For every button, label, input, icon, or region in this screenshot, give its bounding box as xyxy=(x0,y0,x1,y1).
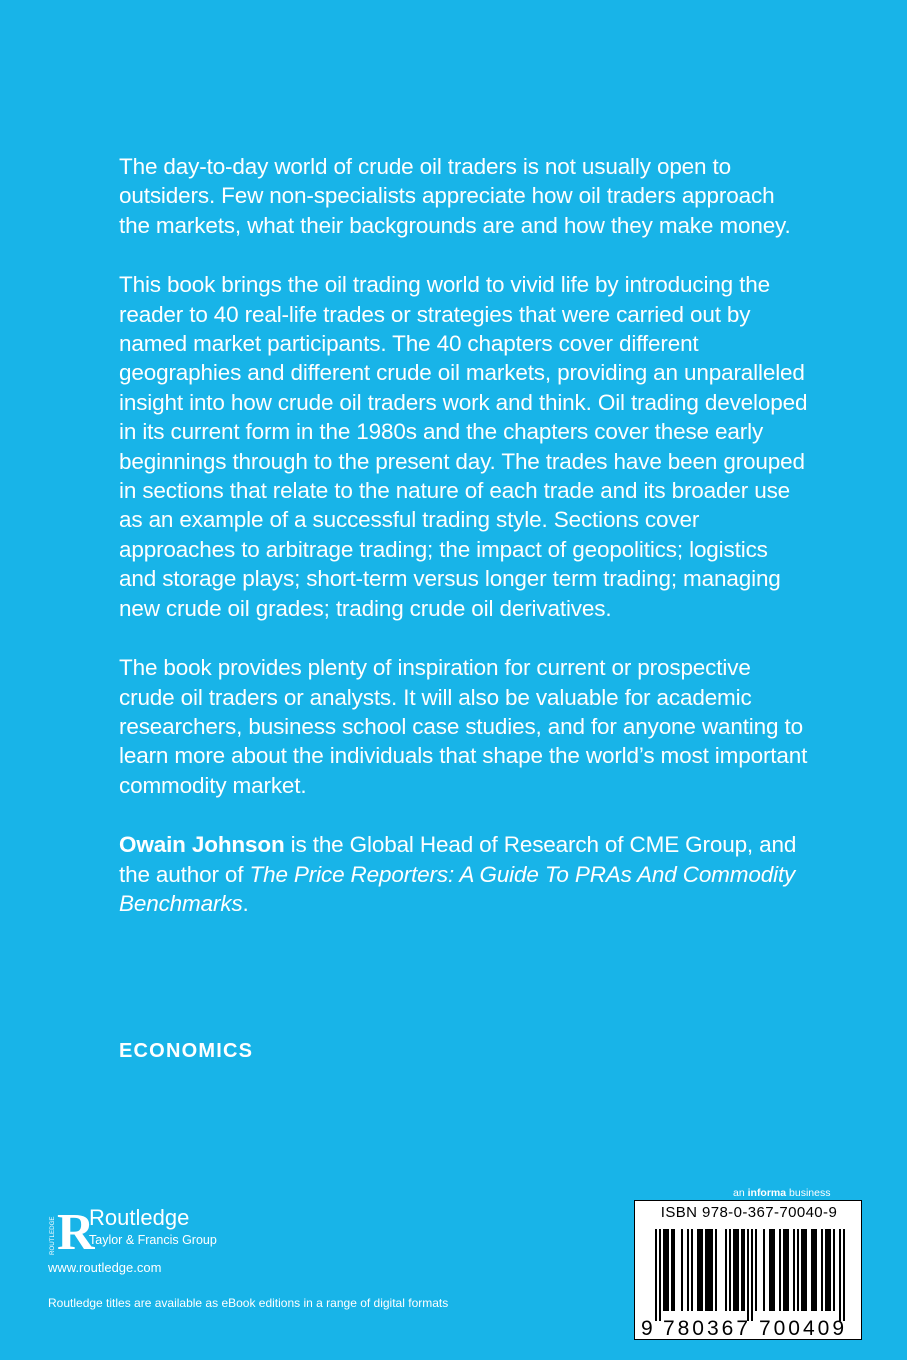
informa-brand: informa xyxy=(747,1187,787,1199)
barcode-bar xyxy=(751,1229,753,1321)
barcode-bar xyxy=(665,1229,667,1311)
barcode-bar xyxy=(821,1229,823,1311)
isbn-label: ISBN 978-0-367-70040-9 xyxy=(660,1204,838,1221)
barcode-bar xyxy=(747,1229,749,1321)
description-paragraph-1: The day-to-day world of crude oil traders is not usually open to outsiders. Few non-specialists appreciate how oil traders approach the markets, what their backgrounds are and how they make money. xyxy=(119,154,791,238)
barcode-bar xyxy=(805,1229,807,1311)
barcode-bar xyxy=(729,1229,731,1311)
barcode-bar xyxy=(785,1229,787,1311)
informa-suffix: business xyxy=(786,1187,831,1199)
barcode-bar xyxy=(833,1229,835,1311)
author-bio xyxy=(119,830,809,918)
barcode-digit-lead: 9 xyxy=(641,1317,653,1340)
publisher-url[interactable]: www.routledge.com xyxy=(48,1260,162,1275)
author-previous-book-title: The Price Reporters: A Guide To PRAs And Commodity Benchmarks xyxy=(119,861,796,916)
description-paragraph-3: The book provides plenty of inspiration for current or prospective crude oil traders or analysts. It will also be valuable for academic researchers, business school case studies, and for anyone wanting to learn more about the individuals that shape the world’s most important commodity market. xyxy=(119,655,808,798)
barcode-bar xyxy=(691,1229,693,1311)
barcode-bar xyxy=(741,1229,743,1311)
barcode-bar xyxy=(763,1229,765,1311)
barcode-bar xyxy=(783,1229,785,1311)
description-paragraph-2: This book brings the oil trading world to vivid life by introducing the reader to 40 real-life trades or strategies that were carried out by named market participants. The 40 chapters cover different geographies and different crude oil markets, providing an unparalleled insight into how crude oil traders work and think. Oil trading developed in its current form in the 1980s and the chapters cover these early beginnings through to the present day. The trades have been grouped in sections that relate to the nature of each trade and its broader use as an example of a successful trading style. Sections cover approaches to arbitrage trading; the impact of geopolitics; logistics and storage plays; short-term versus longer term trading; managing new crude oil grades; trading crude oil derivatives. xyxy=(119,272,808,621)
isbn-barcode-box xyxy=(634,1200,862,1340)
barcode-bar xyxy=(733,1229,735,1311)
barcode-bar xyxy=(671,1229,673,1311)
barcode-bar xyxy=(793,1229,795,1311)
ebook-availability-note: Routledge titles are available as eBook editions in a range of digital formats xyxy=(48,1296,449,1310)
barcode-bar xyxy=(803,1229,805,1311)
barcode-bar xyxy=(725,1229,727,1311)
author-bio-text: is the Global Head of Research of CME Group, and the author of xyxy=(119,832,797,887)
publisher-name: Routledge xyxy=(89,1205,190,1230)
barcode-bar xyxy=(667,1229,669,1311)
barcode-digits-right: 700409 xyxy=(758,1317,848,1340)
barcode-bar xyxy=(825,1229,827,1311)
author-name: Owain Johnson xyxy=(119,832,285,858)
barcode-bar xyxy=(659,1229,661,1321)
barcode-bar xyxy=(797,1229,799,1311)
barcode-bar xyxy=(827,1229,829,1311)
informa-business-label xyxy=(733,1187,830,1200)
routledge-vertical-wordmark: ROUTLEDGE xyxy=(49,1216,56,1255)
barcode-bar xyxy=(705,1229,707,1311)
barcode-bar xyxy=(735,1229,737,1311)
barcode-bar xyxy=(743,1229,745,1311)
barcode-bar xyxy=(829,1229,831,1311)
publisher-group: Taylor & Francis Group xyxy=(89,1233,217,1247)
subject-category: ECONOMICS xyxy=(119,1040,254,1062)
barcode-bar xyxy=(769,1229,771,1311)
barcode-bar xyxy=(687,1229,689,1311)
barcode-bar xyxy=(709,1229,711,1311)
barcode-bar xyxy=(701,1229,703,1311)
routledge-r-icon xyxy=(48,1203,95,1261)
barcode-bar xyxy=(655,1229,657,1321)
informa-prefix: an xyxy=(733,1187,748,1199)
barcode-bar xyxy=(715,1229,717,1311)
barcode-bar xyxy=(801,1229,803,1311)
barcode-bar xyxy=(787,1229,789,1311)
barcode-icon xyxy=(635,1225,863,1339)
barcode-bar xyxy=(697,1229,699,1311)
author-bio-end: . xyxy=(242,890,249,916)
barcode-bar xyxy=(843,1229,845,1321)
barcode-bar xyxy=(779,1229,781,1311)
barcode-bar xyxy=(755,1229,757,1311)
barcode-bar xyxy=(737,1229,739,1311)
barcode-bars xyxy=(655,1229,845,1321)
barcode-bar xyxy=(663,1229,665,1311)
barcode-digits-left: 780367 xyxy=(662,1317,752,1340)
barcode-bar xyxy=(711,1229,713,1311)
publisher-logo xyxy=(48,1203,288,1259)
barcode-bar xyxy=(839,1229,841,1321)
barcode-bar xyxy=(813,1229,815,1311)
barcode-bar xyxy=(811,1229,813,1311)
cover-description xyxy=(119,152,809,948)
barcode-bar xyxy=(699,1229,701,1311)
barcode-bar xyxy=(707,1229,709,1311)
routledge-r-letter: R xyxy=(57,1204,95,1261)
barcode-bar xyxy=(673,1229,675,1311)
barcode-bar xyxy=(681,1229,683,1311)
barcode-bar xyxy=(773,1229,775,1311)
barcode-bar xyxy=(815,1229,817,1311)
barcode-bar xyxy=(771,1229,773,1311)
